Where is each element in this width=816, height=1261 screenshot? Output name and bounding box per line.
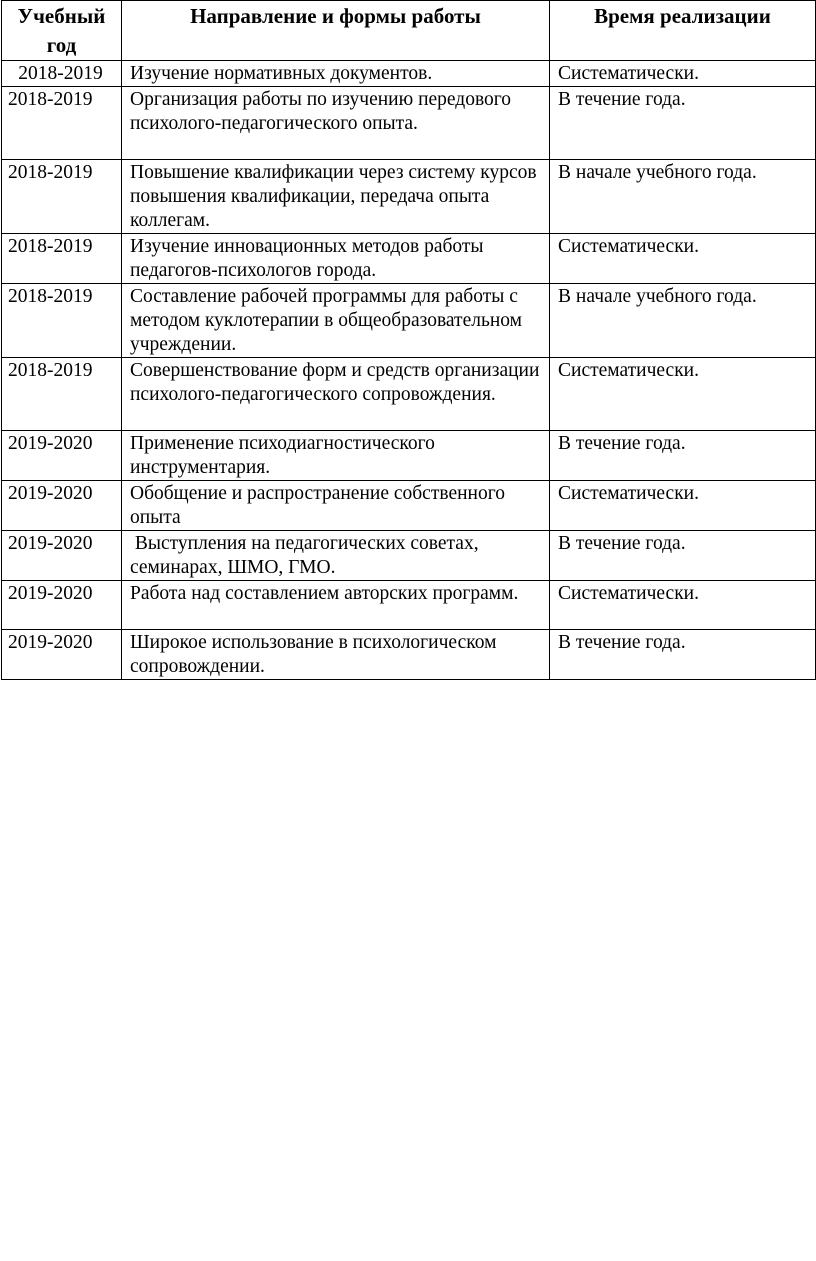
cell-year: 2019-2020 <box>2 581 122 630</box>
cell-year: 2019-2020 <box>2 630 122 680</box>
table-row <box>2 234 816 284</box>
cell-time: Систематически. <box>550 234 816 284</box>
cell-direction: Обобщение и распространение собственного опыта <box>122 481 550 531</box>
cell-time: В течение года. <box>550 431 816 481</box>
header-year: Учебный год <box>2 1 122 61</box>
cell-time: В начале учебного года. <box>550 284 816 358</box>
cell-year: 2018-2019 <box>2 234 122 284</box>
cell-direction: Работа над составлением авторских программ. <box>122 581 550 630</box>
cell-time: Систематически. <box>550 581 816 630</box>
table-row <box>2 581 816 630</box>
table-row <box>2 61 816 87</box>
cell-time: В течение года. <box>550 630 816 680</box>
cell-time: Систематически. <box>550 358 816 431</box>
cell-direction: Составление рабочей программы для работы с методом куклотерапии в общеобразовательном учреждении. <box>122 284 550 358</box>
table-row <box>2 87 816 160</box>
header-direction: Направление и формы работы <box>122 1 550 61</box>
cell-time: В течение года. <box>550 531 816 581</box>
table-row <box>2 481 816 531</box>
cell-year: 2019-2020 <box>2 481 122 531</box>
cell-direction: Изучение инновационных методов работы педагогов-психологов города. <box>122 234 550 284</box>
cell-direction: Совершенствование форм и средств организации психолого-педагогического сопровождения. <box>122 358 550 431</box>
header-row <box>2 1 816 61</box>
cell-time: Систематически. <box>550 61 816 87</box>
cell-time: В течение года. <box>550 87 816 160</box>
cell-year: 2018-2019 <box>2 87 122 160</box>
cell-year: 2018-2019 <box>2 358 122 431</box>
table-body <box>2 61 816 680</box>
cell-direction: Применение психодиагностического инструментария. <box>122 431 550 481</box>
table-row <box>2 284 816 358</box>
table-row <box>2 431 816 481</box>
cell-time: Систематически. <box>550 481 816 531</box>
cell-time: В начале учебного года. <box>550 160 816 234</box>
cell-year: 2018-2019 <box>2 160 122 234</box>
cell-direction: Повышение квалификации через систему курсов повышения квалификации, передача опыта коллегам. <box>122 160 550 234</box>
cell-direction: Изучение нормативных документов. <box>122 61 550 87</box>
table-row <box>2 531 816 581</box>
cell-year: 2018-2019 <box>2 61 122 87</box>
table-row <box>2 358 816 431</box>
cell-direction: Широкое использование в психологическом сопровождении. <box>122 630 550 680</box>
table-row <box>2 630 816 680</box>
table-header <box>2 1 816 61</box>
cell-year: 2018-2019 <box>2 284 122 358</box>
cell-year: 2019-2020 <box>2 431 122 481</box>
header-time: Время реализации <box>550 1 816 61</box>
cell-year: 2019-2020 <box>2 531 122 581</box>
cell-direction: Организация работы по изучению передового психолого-педагогического опыта. <box>122 87 550 160</box>
cell-direction: Выступления на педагогических советах, семинарах, ШМО, ГМО. <box>122 531 550 581</box>
table-row <box>2 160 816 234</box>
work-plan-table <box>1 0 816 680</box>
